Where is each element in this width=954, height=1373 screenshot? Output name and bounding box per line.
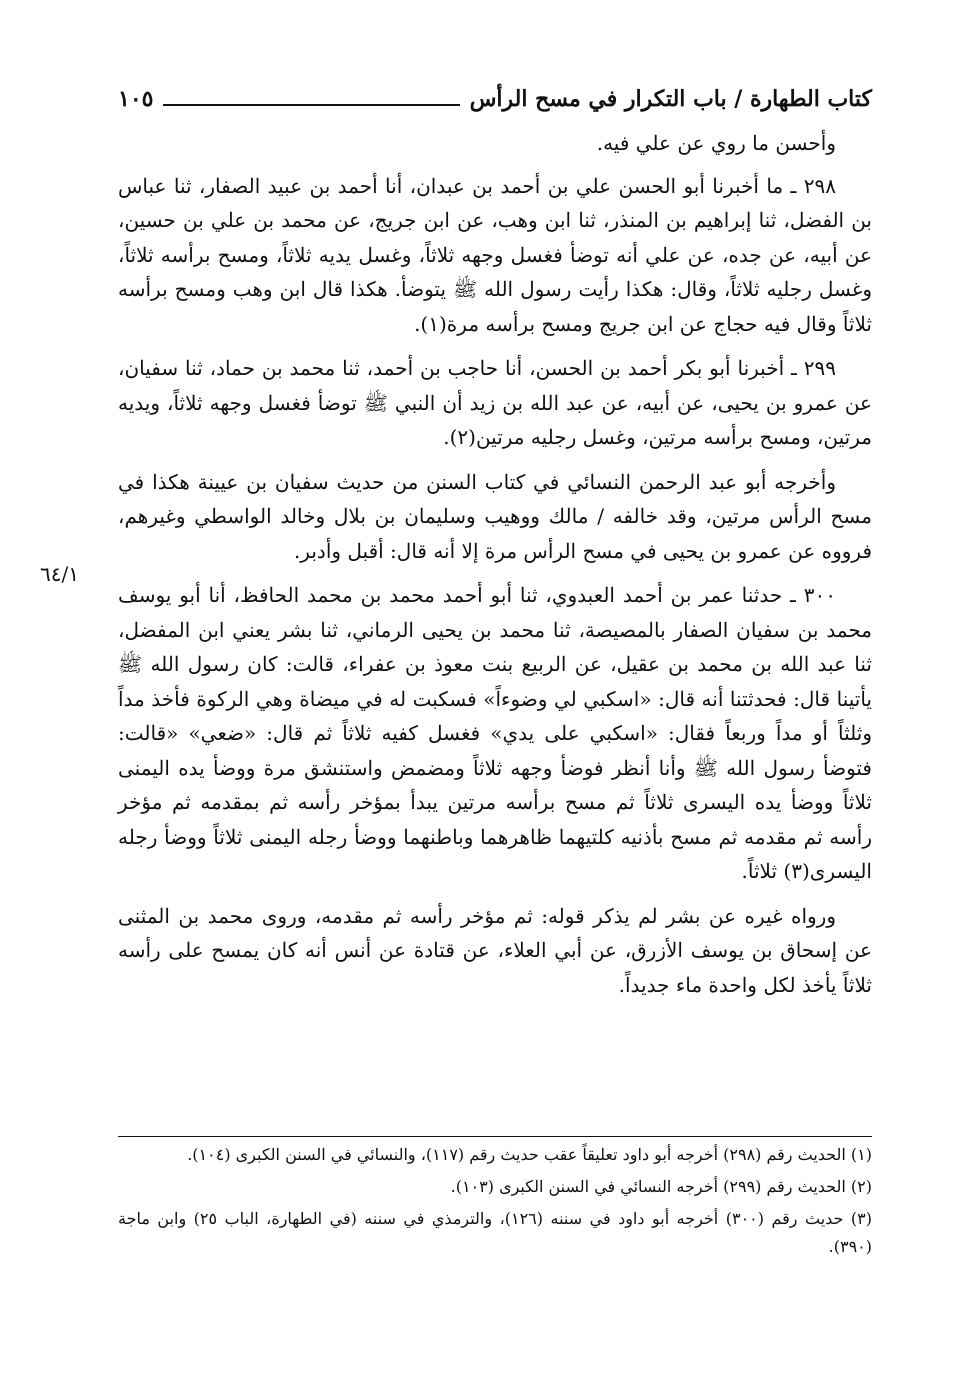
paragraph-hadith-300: ٣٠٠ ـ حدثنا عمر بن أحمد العبدوي، ثنا أبو أحمد محمد بن محمد الحافظ، أنا أبو يوسف محمد بن سفيان الصفار بالمصيصة، ثنا محمد بن يحيى الرماني، ثنا بشر يعني ابن المفضل، ثنا عبد الله بن محمد بن عقيل، عن الربيع بنت معوذ بن عفراء، قالت: كان رسول الله ﷺ يأتينا قال: فحدثتنا أنه قال: «اسكبي لي وضوءاً» فسكبت له في ميضاة وهي الركوة فأخذ مداً وثلثاً أو مداً وربعاً فقال: «اسكبي على يدي» فغسل كفيه ثلاثاً ثم قال: «ضعي» «قالت: فتوضأ رسول الله ﷺ وأنا أنظر فوضأ وجهه ثلاثاً ومضمض واستنشق مرة ووضأ يده اليمنى ثلاثاً ووضأ يده اليسرى ثلاثاً ثم مسح برأسه مرتين يبدأ بمؤخر رأسه ثم بمقدمه ثم مؤخر رأسه ثم مقدمه ثم مسح بأذنيه كلتيهما ظاهرهما وباطنهما ووضأ رجله اليمنى ثلاثاً ووضأ رجله اليسرى(٣) ثلاثاً. xyxy=(118,583,872,883)
margin-reference: ٦٤/١ xyxy=(40,562,79,586)
footnotes xyxy=(118,1136,872,1265)
paragraph-hadith-298: ٢٩٨ ـ ما أخبرنا أبو الحسن علي بن أحمد بن عبدان، أنا أحمد بن عبيد الصفار، ثنا عباس بن الفضل، ثنا إبراهيم بن المنذر، ثنا ابن وهب، عن ابن جريج، عن محمد بن علي بن حسين، عن أبيه، عن جده، عن علي أنه توضأ فغسل وجهه ثلاثاً، وغسل يديه ثلاثاً، ومسح برأسه ثلاثاً، وغسل رجليه ثلاثاً، وقال: هكذا رأيت رسول الله ﷺ يتوضأ. هكذا قال ابن وهب ومسح برأسه ثلاثاً وقال فيه حجاج عن ابن جريج ومسح برأسه مرة(١). xyxy=(118,173,872,336)
footnote-3: (٣) حديث رقم (٣٠٠) أخرجه أبو داود في سننه (١٢٦)، والترمذي في سننه (في الطهارة، الباب ٢٥) وابن ماجة (٣٩٠). xyxy=(118,1209,873,1256)
paragraph-hadith-299: ٢٩٩ ـ أخبرنا أبو بكر أحمد بن الحسن، أنا حاجب بن أحمد، ثنا محمد بن حماد، ثنا سفيان، عن عمرو بن يحيى، عن أبيه، عن عبد الله بن زيد أن النبي ﷺ توضأ فغسل وجهه ثلاثاً، ويديه مرتين، ومسح برأسه مرتين، وغسل رجليه مرتين(٢). xyxy=(118,356,872,449)
paragraph-intro: وأحسن ما روي عن علي فيه. xyxy=(596,131,836,155)
paragraph-commentary-nasai: وأخرجه أبو عبد الرحمن النسائي في كتاب السنن من حديث سفيان بن عيينة هكذا في مسح الرأس مرتين، وقد خالفه / مالك ووهيب وسليمان بن بلال وخالد الواسطي وغيرهم، فرووه عن عمرو بن يحيى في مسح الرأس مرة إلا أنه قال: أقبل وأدبر. xyxy=(118,469,872,563)
header-rule xyxy=(163,104,459,106)
paragraph-commentary-bishr: ورواه غيره عن بشر لم يذكر قوله: ثم مؤخر رأسه ثم مقدمه، وروى محمد بن المثنى عن إسحاق بن يوسف الأزرق، عن أبي العلاء، عن قتادة عن أنس أنه كان يمسح على رأسه ثلاثاً يأخذ لكل واحدة ماء جديداً. xyxy=(118,903,872,997)
page-number: ١٠٥ xyxy=(118,86,154,112)
running-header xyxy=(118,78,872,112)
chapter-title: كتاب الطهارة / باب التكرار في مسح الرأس xyxy=(469,86,872,112)
footnote-1: (١) الحديث رقم (٢٩٨) أخرجه أبو داود تعليقاً عقب حديث رقم (١١٧)، والنسائي في السنن الكبرى (١٠٤). xyxy=(187,1145,872,1164)
footnote-2: (٢) الحديث رقم (٢٩٩) أخرجه النسائي في السنن الكبرى (١٠٣). xyxy=(450,1177,872,1196)
main-text xyxy=(118,126,872,1012)
